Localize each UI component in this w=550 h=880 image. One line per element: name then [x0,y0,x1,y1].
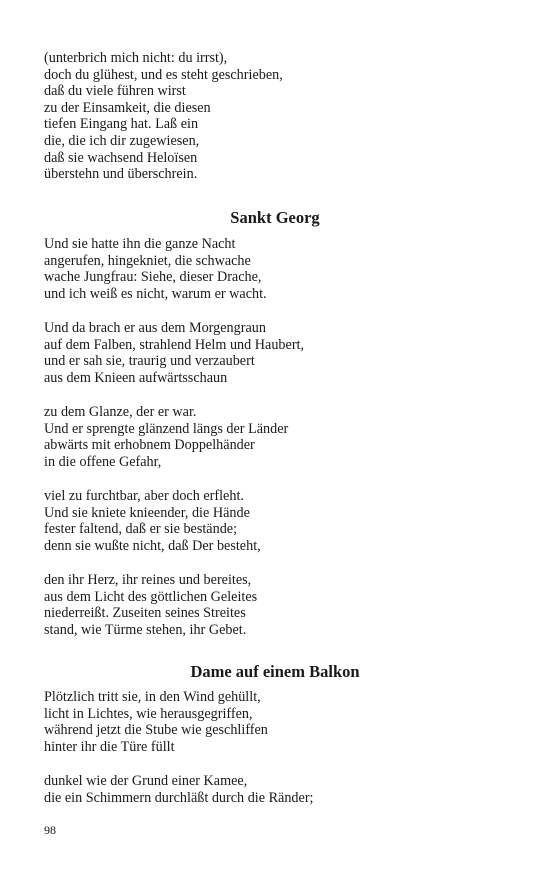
verse-line: die ein Schimmern durchläßt durch die Ränder; [44,789,314,806]
verse-line: Plötzlich tritt sie, in den Wind gehüllt, [44,689,261,705]
verse-line: wache Jungfrau: Siehe, dieser Drache, [44,269,262,286]
verse-line: doch du glühest, und es steht geschrieben, [44,66,283,83]
poem-stanza [44,572,514,638]
verse-line: Und sie hatte ihn die ganze Nacht [44,236,236,252]
verse-line: und er sah sie, traurig und verzaubert [44,353,255,370]
verse-line: Und sie kniete knieender, die Hände [44,504,250,521]
poem-stanza [44,488,514,554]
verse-line: zu der Einsamkeit, die diesen [44,99,211,116]
opening-stanza [44,50,514,183]
verse-line: abwärts mit erhobnem Doppelhänder [44,437,255,454]
verse-line: angerufen, hingekniet, die schwache [44,252,251,269]
verse-line: daß sie wachsend Heloïsen [44,149,198,166]
verse-line: während jetzt die Stube wie geschliffen [44,722,268,739]
verse-line: viel zu furchtbar, aber doch erfleht. [44,488,244,504]
poem-stanza [44,236,514,302]
verse-line: zu dem Glanze, der er war. [44,404,197,420]
verse-line: (unterbrich mich nicht: du irrst), [44,50,228,66]
verse-line: in die offene Gefahr, [44,453,162,470]
verse-line: niederreißt. Zuseiten seines Streites [44,605,246,622]
verse-line: und ich weiß es nicht, warum er wacht. [44,285,267,302]
verse-line: Und da brach er aus dem Morgengraun [44,320,266,336]
poem-title: Sankt Georg [230,208,320,227]
poem-stanza [44,773,514,806]
verse-line: fester faltend, daß er sie bestände; [44,521,238,538]
poem-stanza [44,689,514,755]
verse-line: tiefen Eingang hat. Laß ein [44,116,199,133]
poem-stanza [44,320,514,386]
verse-line: denn sie wußte nicht, daß Der besteht, [44,537,261,554]
poem-stanza [44,404,514,470]
verse-line: aus dem Knieen aufwärtsschaun [44,369,228,386]
verse-line: überstehn und überschrein. [44,166,198,183]
verse-line: Und er sprengte glänzend längs der Länder [44,420,289,437]
verse-line: den ihr Herz, ihr reines und bereites, [44,572,252,588]
poem-title: Dame auf einem Balkon [190,662,360,681]
verse-line: hinter ihr die Türe füllt [44,738,175,755]
verse-line: daß du viele führen wirst [44,83,186,100]
verse-line: stand, wie Türme stehen, ihr Gebet. [44,621,247,638]
verse-line: licht in Lichtes, wie herausgegriffen, [44,705,253,722]
verse-line: aus dem Licht des göttlichen Geleites [44,588,258,605]
verse-line: auf dem Falben, strahlend Helm und Haubert, [44,336,305,353]
verse-line: dunkel wie der Grund einer Kamee, [44,773,248,789]
verse-line: die, die ich dir zugewiesen, [44,132,200,149]
page-number: 98 [44,823,56,837]
